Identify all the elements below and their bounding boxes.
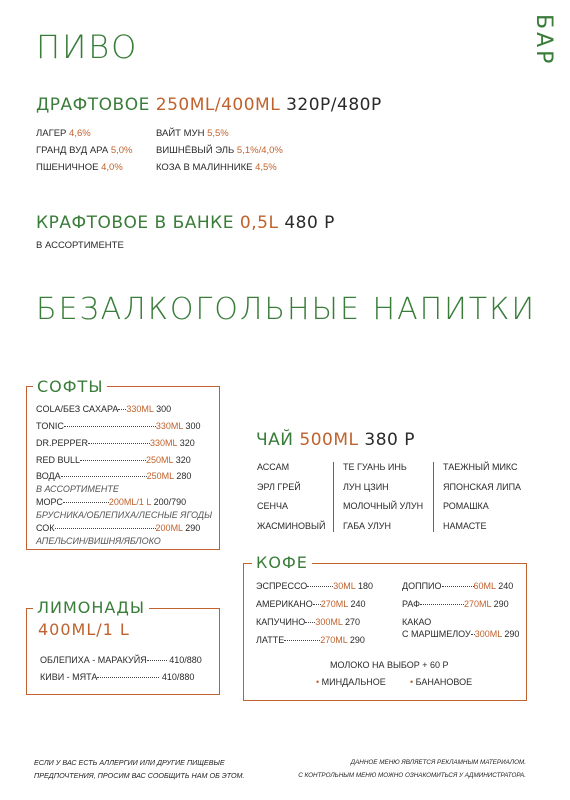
tea-item: РОМАШКА <box>443 501 489 511</box>
coffee-row: ЭСПРЕССО 30ML 180 <box>256 581 373 591</box>
coffee-row: КАКАО <box>402 617 432 627</box>
beer-list-left <box>36 125 133 176</box>
craft-beer-heading <box>36 213 335 233</box>
lemonades-volume: 400ML/1 L <box>38 620 130 639</box>
tea-label: ЧАЙ <box>256 430 294 450</box>
craft-volume: 0,5L <box>239 213 279 233</box>
nonalcoholic-title: БЕЗАЛКОГОЛЬНЫЕ НАПИТКИ <box>36 292 536 327</box>
beer-item: ПШЕНИЧНОЕ 4,0% <box>36 162 123 173</box>
beer-item: ГРАНД ВУД АРА 5,0% <box>36 145 133 156</box>
beer-item: КОЗА В МАЛИННИКЕ 4,5% <box>156 162 277 173</box>
tea-divider <box>333 462 334 532</box>
tea-item: ЯПОНСКАЯ ЛИПА <box>443 481 522 492</box>
tea-price: 380 Р <box>364 430 416 450</box>
tea-column-1 <box>257 458 325 536</box>
soft-note: АПЕЛЬСИН/ВИШНЯ/ЯБЛОКО <box>36 536 161 546</box>
draft-volumes: 250ML/400ML <box>155 95 281 115</box>
coffee-row: РАФ 270ML 290 <box>402 599 509 609</box>
tea-item: ЖАСМИНОВЫЙ <box>257 520 326 531</box>
soft-row: TONIC 330ML 300 <box>36 421 201 431</box>
tea-heading <box>256 430 415 450</box>
tea-item: ЛУН ЦЗИН <box>343 481 389 492</box>
milk-note: МОЛОКО НА ВЫБОР + 60 Р <box>330 660 449 670</box>
coffee-row: КАПУЧИНО 300ML 270 <box>256 617 361 627</box>
soft-row: COLA/БЕЗ САХАРА 330ML 300 <box>36 404 172 414</box>
craft-price: 480 Р <box>284 213 335 233</box>
milk-option: • МИНДАЛЬНОЕ <box>316 677 386 687</box>
soft-note: БРУСНИКА/ОБЛЕПИХА/ЛЕСНЫЕ ЯГОДЫ <box>36 510 213 520</box>
allergy-note: ЕСЛИ У ВАС ЕСТЬ АЛЛЕРГИИ ИЛИ ДРУГИЕ ПИЩЕВЫЕ ПРЕДПОЧТЕНИЯ, ПРОСИМ ВАС СООБЩИТЬ НАМ ОБ ЭТОМ. <box>34 758 245 780</box>
beer-list-right <box>156 125 283 176</box>
tea-item: ТАЕЖНЫЙ МИКС <box>443 462 518 472</box>
beer-item: ВАЙТ МУН 5,5% <box>156 128 229 139</box>
craft-label: КРАФТОВОЕ В БАНКЕ <box>36 213 234 233</box>
draft-beer-heading <box>36 95 382 115</box>
beer-item: ЛАГЕР 4,6% <box>36 128 91 139</box>
tea-item: ЭРЛ ГРЕЙ <box>257 481 301 492</box>
tea-item: НАМАСТЕ <box>443 520 487 531</box>
draft-label: ДРАФТОВОЕ <box>36 95 150 115</box>
coffee-row: ЛАТТЕ 270ML 290 <box>256 635 365 645</box>
beer-title: ПИВО <box>36 28 139 66</box>
draft-prices: 320Р/480Р <box>286 95 382 115</box>
tea-volume: 500ML <box>299 430 359 450</box>
tea-column-3 <box>443 458 521 536</box>
lemonades-title: ЛИМОНАДЫ <box>33 598 149 617</box>
soft-note: В АССОРТИМЕНТЕ <box>36 484 119 494</box>
coffee-row: ДОППИО 60ML 240 <box>402 581 514 591</box>
craft-note: В АССОРТИМЕНТЕ <box>36 240 124 251</box>
beer-item: ВИШНЁВЫЙ ЭЛЬ 5,1%/4,0% <box>156 145 283 156</box>
ad-note: ДАННОЕ МЕНЮ ЯВЛЯЕТСЯ РЕКЛАМНЫМ МАТЕРИАЛОМ. С КОНТРОЛЬНЫМ МЕНЮ МОЖНО ОЗНАКОМИТЬСЯ У АДМИНИСТРАТОРА. <box>298 759 526 779</box>
coffee-row: С МАРШМЕЛОУ 300ML 290 <box>402 629 520 639</box>
lemonade-row: КИВИ - МЯТА 410/880 <box>40 672 195 682</box>
tea-item: ГАБА УЛУН <box>343 520 392 531</box>
coffee-row: АМЕРИКАНО 270ML 240 <box>256 599 366 609</box>
soft-row: СОК 200ML 290 <box>36 523 201 533</box>
tea-item: МОЛОЧНЫЙ УЛУН <box>343 501 424 511</box>
soft-row: RED BULL 250ML 320 <box>36 455 191 465</box>
bar-side-label: БАР <box>531 14 556 67</box>
tea-item: АССАМ <box>257 462 290 472</box>
soft-row: ВОДА 250ML 280 <box>36 471 192 481</box>
lemonade-row: ОБЛЕПИХА - МАРАКУЙЯ 410/880 <box>40 655 202 665</box>
coffee-title: КОФЕ <box>252 553 312 572</box>
soft-row: МОРС 200ML/1 L 200/790 <box>36 497 187 507</box>
tea-item: СЕНЧА <box>257 501 289 511</box>
tea-divider <box>433 462 434 532</box>
tea-item: ТЕ ГУАНЬ ИНЬ <box>343 462 407 472</box>
milk-option: • БАНАНОВОЕ <box>410 677 473 687</box>
softs-title: СОФТЫ <box>33 377 107 396</box>
tea-column-2 <box>343 458 423 536</box>
soft-row: DR.PEPPER 330ML 320 <box>36 438 195 448</box>
